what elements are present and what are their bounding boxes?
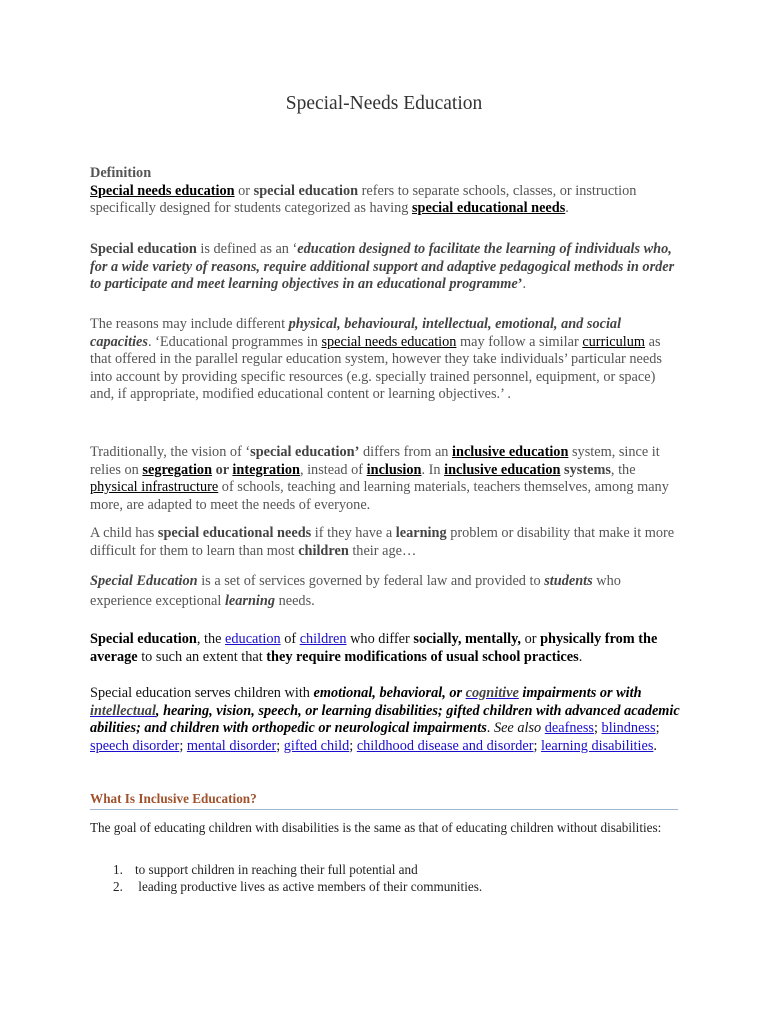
goals-list [90,862,680,896]
link-blindness[interactable]: blindness [601,720,656,737]
list-number: 2. [113,878,123,894]
text-run: needs. [275,593,315,609]
text-run: refers to separate schools, classes, or instruction specifically designed for students categorized as having [90,182,637,217]
text-run: is defined as an ‘ [196,241,298,257]
text-run: as that offered in the parallel regular education system, however they take individuals’ particular needs into account by providing specific resources (e.g. specially trained personnel, equipment, or space) and, if appropriate, modified educational content or learning objectives.’ . [90,333,662,403]
reasons-paragraph [90,316,680,404]
list-item [90,879,680,896]
text-run: system, since it relies on [90,444,660,478]
text-run: or [234,182,254,199]
list-item [90,862,680,879]
socially-mentally-phrase: socially, mentally, [413,631,521,647]
text-run: , instead of [299,461,367,478]
separator: ; [533,737,542,754]
term-children: children [298,542,349,559]
serves-children-paragraph [90,685,680,755]
term-special-education: special education [253,182,359,199]
term-inclusive-education: inclusive education [444,461,561,478]
definition-quote-paragraph [90,241,680,294]
physically-phrase: physically from the average [90,631,658,665]
text-run: differs from an [359,444,453,460]
modifications-phrase: they require modifications of usual school practices [266,648,579,665]
term-special-education: Special education [90,241,197,257]
text-run: . ‘Educational programmes in [147,333,322,350]
list-number: 1. [113,862,123,877]
link-children[interactable]: children [299,631,347,647]
goal-paragraph: The goal of educating children with disabilities is the same as that of educating children without disabilities: [90,820,662,835]
definition-heading: Definition [90,165,152,181]
text-run: . [578,648,583,665]
term-special-education: special education’ [250,444,360,460]
term-special-educational-needs: special educational needs [411,200,566,217]
text-run: systems [560,461,611,478]
tradition-paragraph [90,444,680,514]
encyclopedia-paragraph [90,631,680,666]
term-learning: learning [224,593,276,609]
term-special-education: Special Education [90,573,198,589]
see-also-label: See also [493,720,542,737]
link-education[interactable]: education [225,631,281,647]
separator: ; [179,737,187,754]
link-deafness[interactable]: deafness [544,720,594,737]
text-run: . [565,200,569,217]
link-speech-disorder[interactable]: speech disorder [90,737,180,754]
text-run: of [280,631,300,647]
child-needs-paragraph [90,525,680,560]
link-mental-disorder[interactable]: mental disorder [186,737,277,754]
separator: ; [349,737,357,754]
term-integration: integration [232,461,300,478]
impairments-phrase: emotional, behavioral, or [313,685,466,701]
text-run: . [522,276,527,293]
term-physical-infrastructure: physical infrastructure [90,479,219,496]
term-special-needs-education: Special needs education [90,182,235,199]
definition-paragraph [90,165,680,218]
text-run: . In [421,461,445,478]
text-run: to such an extent that [137,648,267,665]
term-segregation: segregation [142,461,213,478]
text-run: or [212,461,233,478]
text-run: or [521,631,541,647]
link-intellectual[interactable]: intellectual [90,702,156,719]
text-run: . [486,720,494,737]
term-learning: learning [395,525,447,541]
separator: ; [276,737,284,754]
text-run: who differ [346,631,414,647]
term-curriculum: curriculum [582,333,646,350]
text-run: if they have a [311,525,396,541]
term-special-educational-needs: special educational needs [157,525,312,541]
text-run: of schools, teaching and learning materials, teachers themselves, among many more, are adapted to meet the needs of everyone. [90,479,669,513]
disabilities-phrase: , hearing, vision, speech, or learning disabilities; gifted children with advanced academic abilities; and children with orthopedic or neurological impairments [90,702,680,737]
text-run: Special education serves children with [90,685,314,701]
page-title: Special-Needs Education [285,93,483,114]
link-learning-disabilities[interactable]: learning disabilities [541,737,654,754]
services-paragraph [90,571,680,611]
link-gifted-child[interactable]: gifted child [283,737,350,754]
quoted-definition: education designed to facilitate the learning of individuals who, for a wide variety of reasons, require additional support and adaptive pedagogical methods in order to participate and meet learning objectives in an educational programme [90,241,675,293]
text-run: problem or disability that make it more difficult for them to learn than most [90,525,675,559]
text-run: their age… [348,542,417,559]
term-special-education: Special education [90,631,197,647]
link-childhood-disease-and-disorder[interactable]: childhood disease and disorder [356,737,534,754]
text-run: , the [196,631,226,647]
separator: ; [655,720,660,737]
text-run: who experience exceptional [90,573,621,609]
text-run: A child has [90,525,158,541]
text-run: The reasons may include different [90,316,289,332]
term-students: students [544,573,593,589]
text-run: . [653,737,657,754]
link-cognitive[interactable]: cognitive [465,685,519,701]
text-run: Traditionally, the vision of ‘ [90,444,251,460]
section-heading: What Is Inclusive Education? [90,791,678,810]
term-special-needs-education: special needs education [321,333,457,350]
term-inclusion: inclusion [366,461,422,478]
impairments-phrase: impairments or with [518,685,642,701]
list-item-text: to support children in reaching their full potential and [135,862,418,877]
list-item-text: leading productive lives as active members of their communities. [135,878,483,894]
text-run: , the [610,461,636,478]
text-run: may follow a similar [456,333,583,350]
term-inclusive-education: inclusive education [452,444,569,460]
capacities-phrase: physical, behavioural, intellectual, emotional, and social capacities [90,316,622,350]
separator: ; [594,720,602,737]
text-run: is a set of services governed by federal law and provided to [197,573,545,589]
text-run: ’ [517,276,523,293]
